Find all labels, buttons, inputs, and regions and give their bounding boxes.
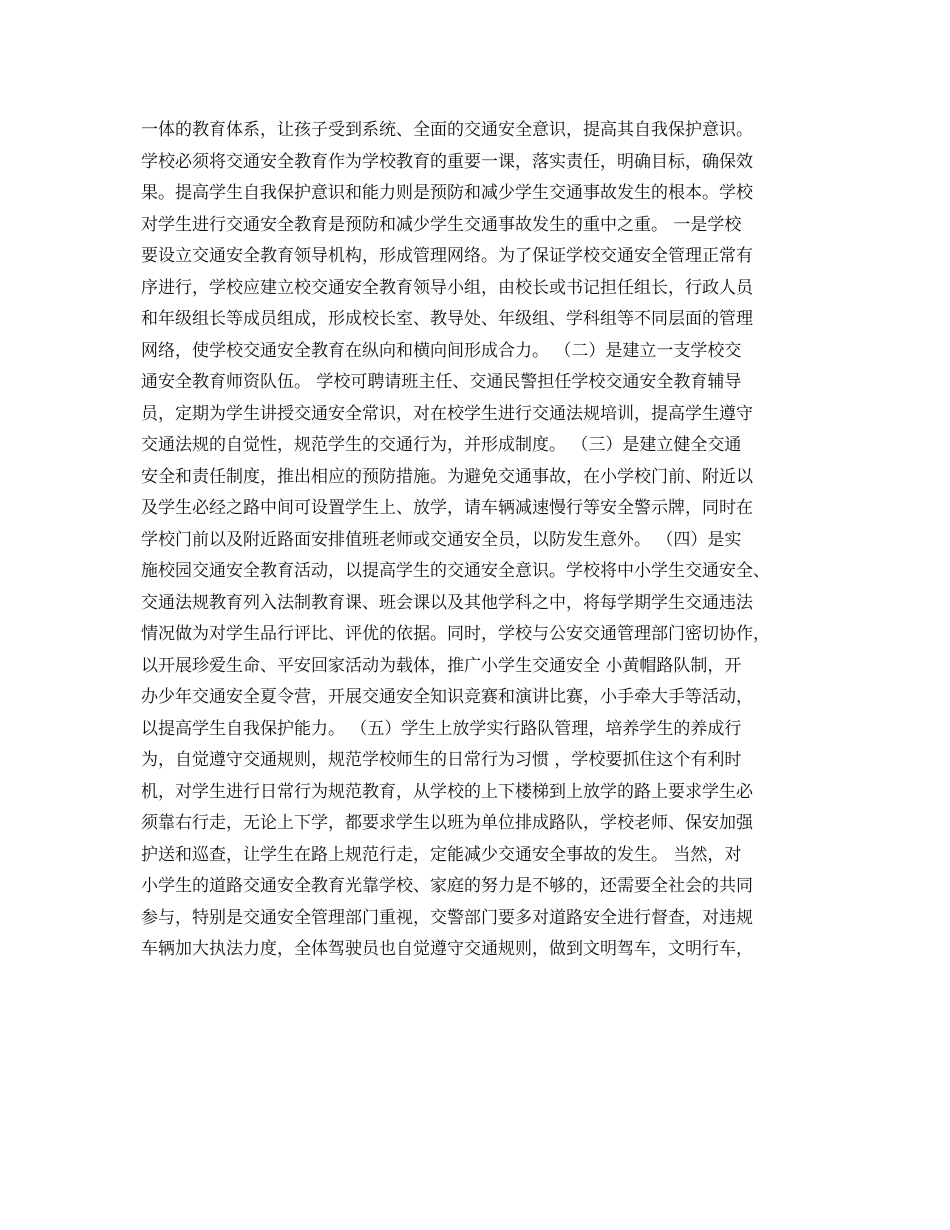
- body-text: [141, 115, 841, 966]
- text-line: 为，自觉遵守交通规则，规范学校师生的日常行为习惯 ，学校要抓住这个有利时: [141, 750, 742, 770]
- text-line: 要设立交通安全教育领导机构，形成管理网络。为了保证学校交通安全管理正常有: [141, 246, 753, 266]
- text-line: 交通法规的自觉性，规范学生的交通行为，并形成制度。 （三）是建立健全交通: [141, 435, 742, 455]
- text-line: 序进行，学校应建立校交通安全教育领导小组，由校长或书记担任组长，行政人员: [141, 277, 753, 298]
- text-line: 学校门前以及附近路面安排值班老师或交通安全员，以防发生意外。 （四）是实: [141, 529, 742, 550]
- text-line: 以提高学生自我保护能力。 （五）学生上放学实行路队管理，培养学生的养成行: [141, 718, 742, 739]
- text-line: 办少年交通安全夏令营，开展交通安全知识竞赛和演讲比赛，小手牵大手等活动，: [141, 687, 753, 707]
- text-line: 情况做为对学生品行评比、评优的依据。同时，学校与公安交通管理部门密切协作，: [141, 624, 770, 644]
- text-line: 机，对学生进行日常行为规范教育，从学校的上下楼梯到上放学的路上要求学生必: [141, 781, 753, 802]
- text-line: 和年级组长等成员组成，形成校长室、教导处、年级组、学科组等不同层面的管理: [141, 309, 753, 329]
- text-line: 及学生必经之路中间可设置学生上、放学，请车辆减速慢行等安全警示牌，同时在: [141, 498, 753, 518]
- text-line: 交通法规教育列入法制教育课、班会课以及其他学科之中，将每学期学生交通违法: [141, 592, 753, 613]
- text-line: 以开展珍爱生命、平安回家活动为载体，推广小学生交通安全 小黄帽路队制，开: [141, 655, 742, 676]
- text-line: 网络，使学校交通安全教育在纵向和横向间形成合力。 （二）是建立一支学校交: [141, 340, 742, 361]
- text-line: 须靠右行走，无论上下学，都要求学生以班为单位排成路队，学校老师、保安加强: [141, 813, 753, 833]
- text-line: 护送和巡查，让学生在路上规范行走，定能减少交通安全事故的发生。 当然，对: [141, 844, 742, 865]
- text-line: 通安全教育师资队伍。 学校可聘请班主任、交通民警担任学校交通安全教育辅导: [141, 372, 742, 392]
- text-line: 参与，特别是交通安全管理部门重视，交警部门要多对道路安全进行督查，对违规: [141, 907, 753, 928]
- text-line: 一体的教育体系，让孩子受到系统、全面的交通安全意识，提高其自我保护意识。: [141, 120, 753, 140]
- text-line: 安全和责任制度，推出相应的预防措施。为避免交通事故，在小学校门前、附近以: [141, 466, 753, 487]
- text-line: 对学生进行交通安全教育是预防和减少学生交通事故发生的重中之重。 一是学校: [141, 214, 742, 235]
- text-line: 果。提高学生自我保护意识和能力则是预防和减少学生交通事故发生的根本。学校: [141, 183, 753, 203]
- text-line: 员，定期为学生讲授交通安全常识，对在校学生进行交通法规培训，提高学生遵守: [141, 403, 753, 424]
- text-line: 车辆加大执法力度，全体驾驶员也自觉遵守交通规则，做到文明驾车，文明行车，: [141, 939, 753, 959]
- text-line: 施校园交通安全教育活动，以提高学生的交通安全意识。学校将中小学生交通安全、: [141, 561, 770, 581]
- text-line: 小学生的道路交通安全教育光靠学校、家庭的努力是不够的，还需要全社会的共同: [141, 876, 753, 896]
- text-line: 学校必须将交通安全教育作为学校教育的重要一课，落实责任，明确目标，确保效: [141, 151, 753, 172]
